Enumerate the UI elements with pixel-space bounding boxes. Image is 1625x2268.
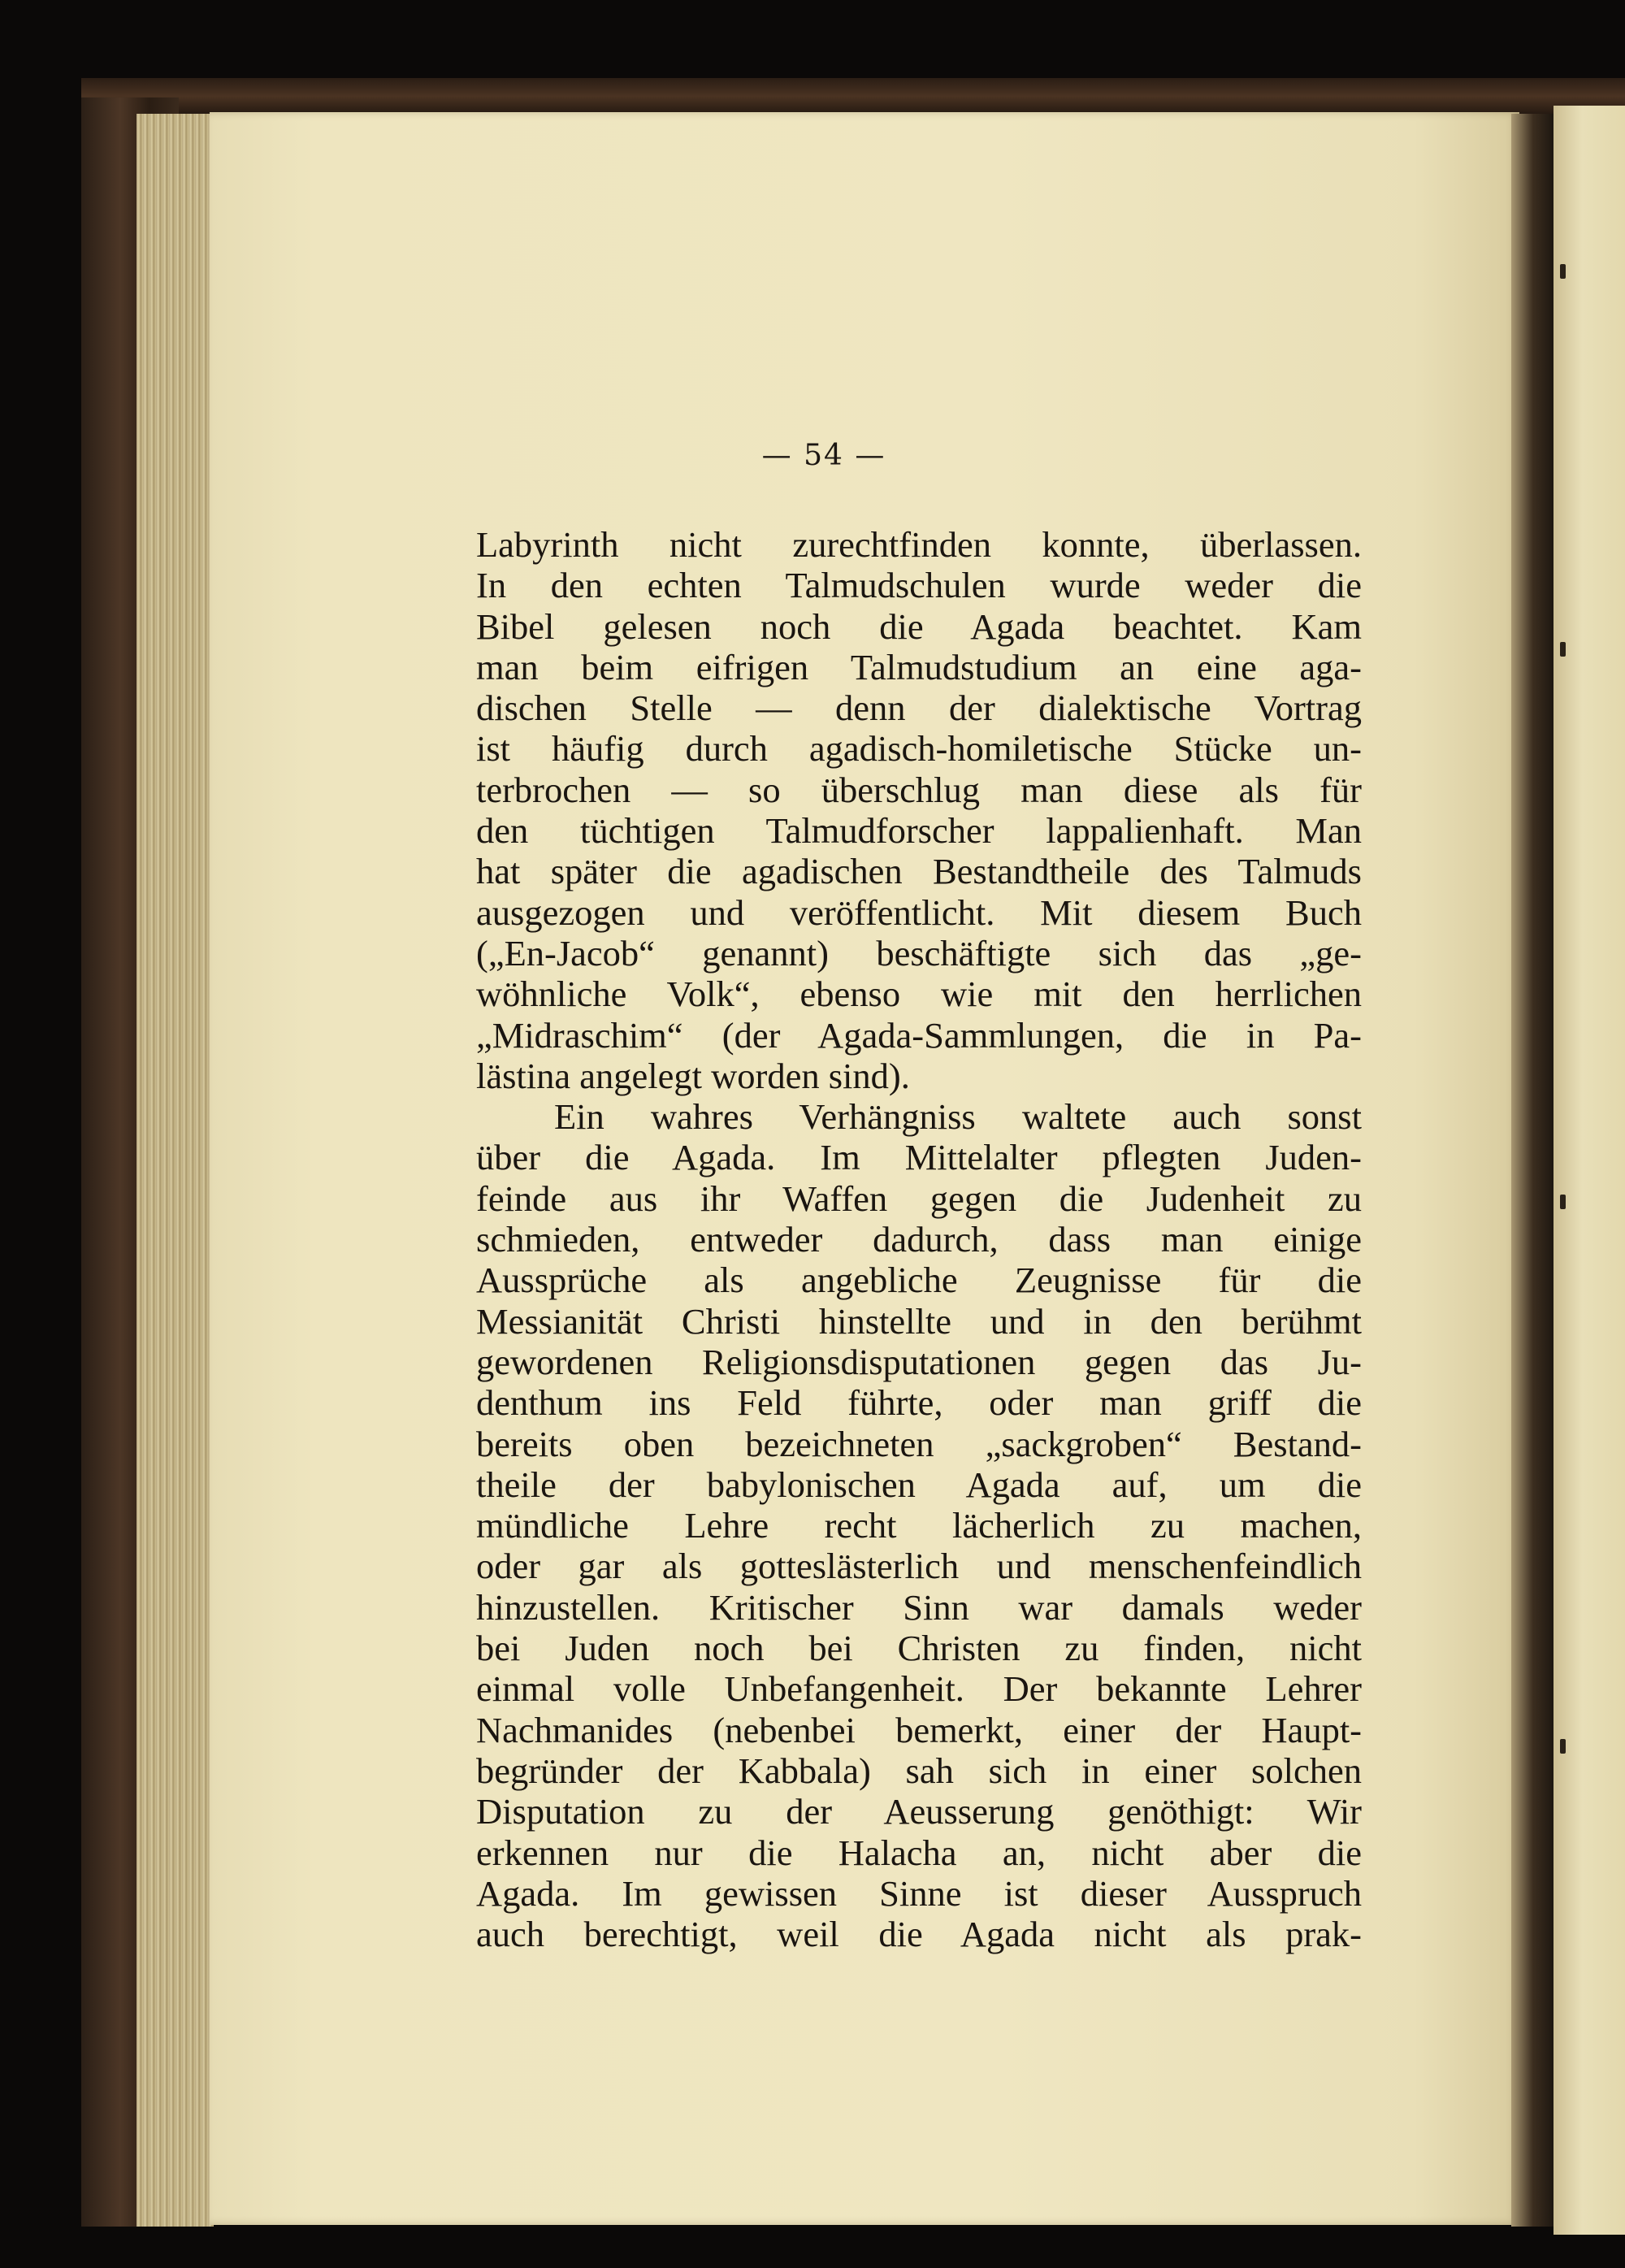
text-line: denthum ins Feld führte, oder man griff die	[476, 1382, 1362, 1424]
text-line: man beim eifrigen Talmudstudium an eine aga-	[476, 646, 1362, 687]
text-line: Messianität Christi hinstellte und in den berühmt	[476, 1300, 1362, 1342]
ink-mark	[1560, 1195, 1566, 1209]
text-line: Aussprüche als angebliche Zeugnisse für die	[476, 1260, 1362, 1301]
text-line: Nachmanides (nebenbei bemerkt, einer der Haupt-	[476, 1709, 1362, 1750]
page-number-text: — 54 —	[761, 439, 886, 472]
text-line: Bibel gelesen noch die Agada beachtet. Kam	[476, 605, 1362, 647]
text-line: ausgezogen und veröffentlicht. Mit diesem Buch	[476, 891, 1362, 933]
book-gutter-shadow	[1511, 114, 1560, 2227]
text-line: über die Agada. Im Mittelalter pflegten Juden-	[476, 1137, 1362, 1178]
page-edge-stack	[136, 114, 214, 2227]
ink-mark	[1560, 1739, 1566, 1754]
text-line: auch berechtigt, weil die Agada nicht als prak-	[476, 1914, 1362, 1955]
page-number	[0, 439, 1625, 472]
paragraph-1	[476, 524, 1362, 1096]
text-line: terbrochen — so überschlug man diese als für	[476, 769, 1362, 810]
text-line: feinde aus ihr Waffen gegen die Judenheit zu	[476, 1177, 1362, 1219]
text-line: dischen Stelle — denn der dialektische Vortrag	[476, 687, 1362, 729]
text-line: einmal volle Unbefangenheit. Der bekannte Lehrer	[476, 1668, 1362, 1710]
ink-mark	[1560, 642, 1566, 657]
text-line: („En-Jacob“ genannt) beschäftigte sich das „ge-	[476, 932, 1362, 974]
text-line: wöhnliche Volk“, ebenso wie mit den herrlichen	[476, 974, 1362, 1015]
text-line: In den echten Talmudschulen wurde weder die	[476, 565, 1362, 606]
text-line: theile der babylonischen Agada auf, um die	[476, 1464, 1362, 1505]
text-line: Agada. Im gewissen Sinne ist dieser Ausspruch	[476, 1872, 1362, 1914]
text-line: Ein wahres Verhängniss waltete auch sonst	[554, 1096, 1362, 1138]
text-line: hinzustellen. Kritischer Sinn war damals weder	[476, 1586, 1362, 1628]
text-line: begründer der Kabbala) sah sich in einer solchen	[476, 1750, 1362, 1791]
text-line: erkennen nur die Halacha an, nicht aber die	[476, 1832, 1362, 1873]
body-text	[476, 524, 1362, 1954]
ink-mark	[1560, 264, 1566, 279]
text-line: mündliche Lehre recht lächerlich zu machen,	[476, 1505, 1362, 1546]
text-line: bei Juden noch bei Christen zu finden, nicht	[476, 1628, 1362, 1669]
text-line: „Midraschim“ (der Agada-Sammlungen, die in Pa-	[476, 1014, 1362, 1056]
facing-page-strip	[1554, 106, 1625, 2235]
text-line: lästina angelegt worden sind).	[476, 1055, 910, 1096]
text-line: hat später die agadischen Bestandtheile des Talmuds	[476, 851, 1362, 892]
text-line: Labyrinth nicht zurechtfinden konnte, überlassen.	[476, 524, 1362, 565]
text-line: ist häufig durch agadisch-homiletische Stücke un-	[476, 728, 1362, 770]
text-line: schmieden, entweder dadurch, dass man einige	[476, 1219, 1362, 1260]
text-line: gewordenen Religionsdisputationen gegen das Ju-	[476, 1341, 1362, 1382]
paragraph-2	[476, 1096, 1362, 1954]
text-line: den tüchtigen Talmudforscher lappalienhaft. Man	[476, 810, 1362, 852]
text-line: bereits oben bezeichneten „sackgroben“ Bestand-	[476, 1423, 1362, 1464]
text-line: oder gar als gotteslästerlich und menschenfeindlich	[476, 1546, 1362, 1587]
text-line: Disputation zu der Aeusserung genöthigt: Wir	[476, 1791, 1362, 1832]
